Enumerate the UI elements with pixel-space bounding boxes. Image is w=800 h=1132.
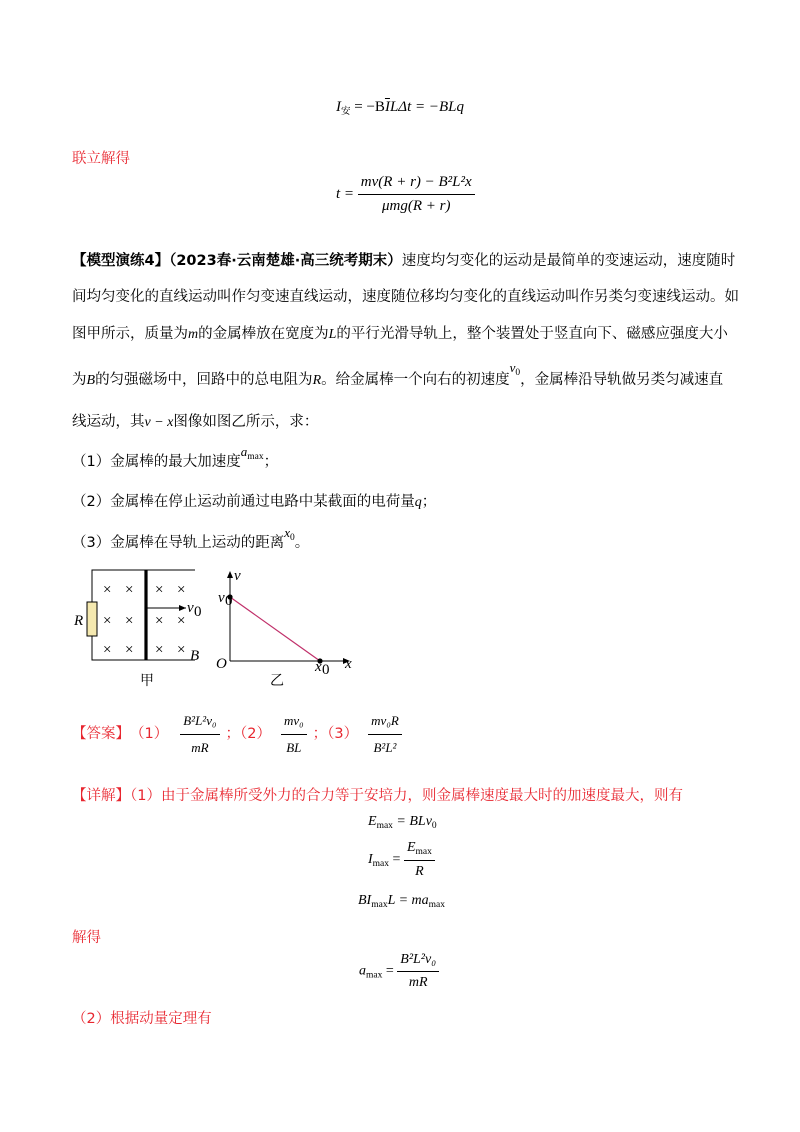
time-equation: t = $\frac{\text{mv(R + r) − B²L²x}}{\text{μmg(R + r)}}$: [336, 174, 475, 215]
cross-mark: ×: [177, 582, 186, 598]
question-2: （2）金属棒在停止运动前通过电路中某截面的电荷量q；: [72, 494, 437, 510]
question-1: （1）金属棒的最大加速度$a_{max}$；: [72, 444, 279, 470]
current-equation: $I_{max}$ = $\frac{E_{max}}{R}$: [368, 840, 435, 880]
solve-label: 联立解得: [72, 151, 130, 167]
answer-line: 【答案】 （1） $\frac{\text{B²L²v₀}}{mR}$ ；（2） $\frac{\text{mv₀}}{BL}$ ；（3） $\frac{\text{mv₀R}}{\text{B²L²}}$: [72, 714, 408, 754]
v-x-line: [230, 597, 320, 661]
cross-mark: ×: [125, 582, 134, 598]
problem-line-1: 【模型演练4】（2023春·云南楚雄·高三统考期末）速度均匀变化的运动是最简单的变速运动，速度随时: [72, 253, 736, 269]
problem-line-4: 为B的匀强磁场中，回路中的总电阻为R。给金属棒一个向右的初速度$v_0$，金属棒沿导轨做另类匀减速直: [72, 360, 724, 388]
resistor: [87, 602, 97, 636]
cross-mark: ×: [155, 642, 164, 658]
cross-mark: ×: [177, 613, 186, 629]
problem-line-5: 线运动，其v − x图像如图乙所示，求：: [72, 414, 319, 430]
field-label: B: [190, 648, 200, 664]
x0-label: x: [315, 659, 322, 675]
cross-mark: ×: [103, 582, 112, 598]
axis-x-label: x: [345, 656, 352, 672]
figure: [70, 560, 370, 700]
axis-v-label: v: [234, 568, 241, 584]
emf-equation: $E_{max} = BLv_0$: [368, 814, 437, 831]
cross-mark: ×: [177, 642, 186, 658]
cross-mark: ×: [155, 582, 164, 598]
acceleration-equation: $a_{max}$ = $\frac{\text{B²L²v₀}}{mR}$: [359, 952, 439, 991]
cross-mark: ×: [125, 642, 134, 658]
force-equation: $BI_{max}L = ma_{max}$: [358, 893, 446, 910]
solve-label-2: 解得: [72, 930, 101, 946]
velocity-label: v: [187, 600, 194, 616]
cross-mark: ×: [125, 613, 134, 629]
detail-line-1: 【详解】（1）由于金属棒所受外力的合力等于安培力，则金属棒速度最大时的加速度最大，则有: [72, 788, 683, 804]
cross-mark: ×: [103, 613, 112, 629]
cross-mark: ×: [103, 642, 112, 658]
v-x-graph: [216, 568, 352, 689]
problem-line-2: 间均匀变化的直线运动叫作匀变速直线运动，速度随位移均匀变化的直线运动叫作另类匀变速线运动。如: [72, 289, 739, 305]
x0-label-sub: 0: [322, 662, 330, 678]
figure-jia-label: 甲: [140, 673, 154, 689]
origin-label: O: [216, 656, 227, 672]
figure-yi-label: 乙: [270, 673, 284, 689]
velocity-subscript: 0: [194, 604, 202, 620]
resistor-label: R: [74, 613, 84, 629]
detail-line-2: （2）根据动量定理有: [72, 1011, 212, 1027]
impulse-equation: $I_安 = -B\overline{I}L\Delta t = -BLq$: [336, 99, 465, 117]
v0-label-sub: 0: [225, 593, 233, 609]
circuit-diagram: [73, 570, 202, 689]
v0-label: v: [218, 590, 225, 606]
question-3: （3）金属棒在导轨上运动的距离$x_0$。: [72, 525, 310, 551]
problem-line-3: 图甲所示，质量为m的金属棒放在宽度为L的平行光滑导轨上，整个装置处于竖直向下、磁感应强度大小: [72, 326, 728, 342]
cross-mark: ×: [155, 613, 164, 629]
